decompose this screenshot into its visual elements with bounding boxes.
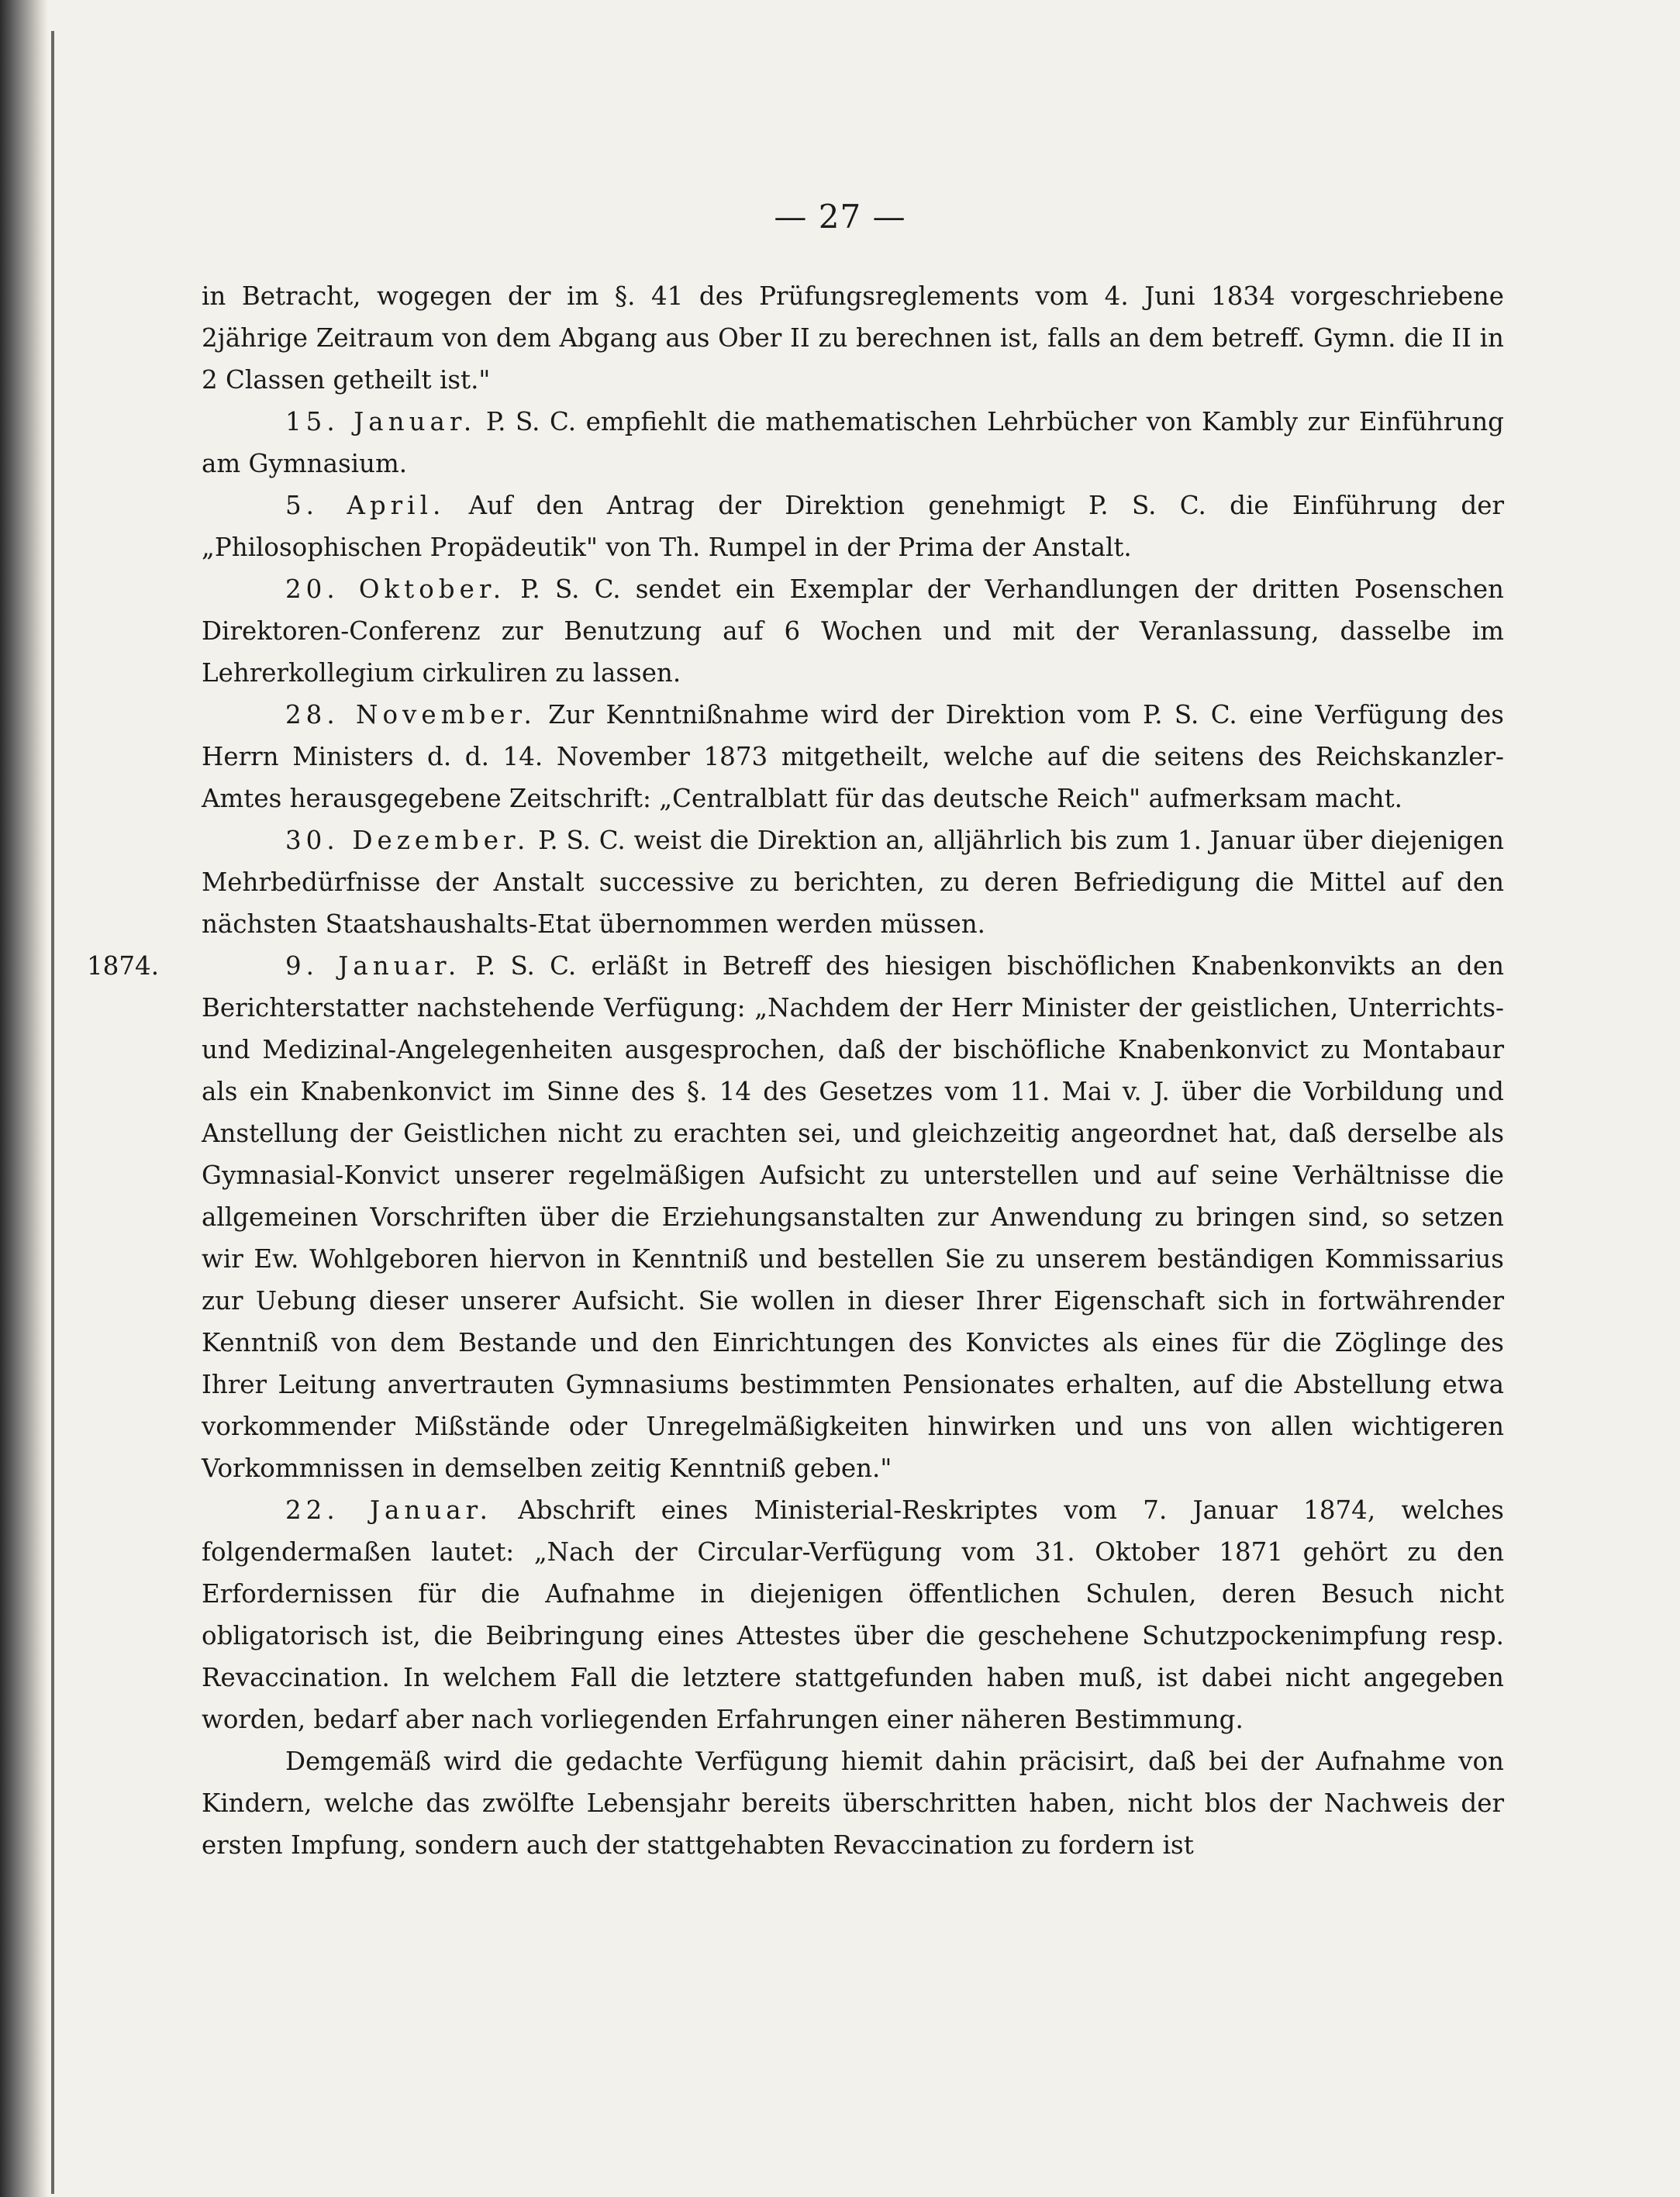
paragraph-demgemaess (202, 1740, 1504, 1866)
paragraph-continuation (202, 275, 1504, 401)
entry-date: 22. Januar. (285, 1495, 492, 1525)
entry-date: 9. Januar. (285, 951, 461, 981)
entry-text: P. S. C. erläßt in Betreff des hiesigen bischöflichen Knabenkonvikts an den Berichterstatter nachstehende Verfügung: „Nachdem der Herr Minister der geistlichen, Unterrichts- und Medizinal-Angelegenheiten ausgesprochen, daß der bischöfliche Knabenkonvict zu Montabaur als ein Knabenkonvict im Sinne des §. 14 des Gesetzes vom 11. Mai v. J. über die Vorbildung und Anstellung der Geistlichen nicht zu erachten sei, und gleichzeitig angeordnet hat, daß derselbe als Gymnasial-Konvict unserer regelmäßigen Aufsicht zu unterstellen und auf seine Verhältnisse die allgemeinen Vorschriften über die Erziehungsanstalten zur Anwendung zu bringen sind, so setzen wir Ew. Wohlgeboren hiervon in Kenntniß und bestellen Sie zu unserem beständigen Kommissarius zur Uebung dieser unserer Aufsicht. Sie wollen in dieser Ihrer Eigenschaft sich in fortwährender Kenntniß von dem Bestande und den Einrichtungen des Konvictes als eines für die Zöglinge des Ihrer Leitung anvertrauten Gymnasiums bestimmten Pensionates erhalten, auf die Abstellung etwa vorkommender Mißstände oder Unregelmäßigkeiten hinwirken und uns von allen wichtigeren Vorkommnissen in demselben zeitig Kenntniß geben." (202, 951, 1504, 1483)
page-body (87, 275, 1504, 1866)
entry-date: 15. Januar. (285, 407, 477, 436)
entry-date: 20. Oktober. (285, 574, 506, 604)
entry-text: Abschrift eines Ministerial-Reskriptes vom 7. Januar 1874, welches folgendermaßen lautet: „Nach der Circular-Verfügung vom 31. Oktober 1871 gehört zu den Erfordernissen für die Aufnahme in diejenigen öffentlichen Schulen, deren Besuch nicht obligatorisch ist, die Beibringung eines Attestes über die geschehene Schutzpockenimpfung resp. Revaccination. In welchem Fall die letztere stattgefunden haben muß, ist dabei nicht angegeben worden, bedarf aber nach vorliegenden Erfahrungen einer näheren Bestimmung. (202, 1495, 1504, 1734)
entry-text: Zur Kenntnißnahme wird der Direktion vom P. S. C. eine Verfügung des Herrn Ministers d. d. 14. November 1873 mitgetheilt, welche auf die seitens des Reichskanzler-Amtes herausgegebene Zeitschrift: „Centralblatt für das deutsche Reich" aufmerksam macht. (202, 700, 1504, 813)
entry-1873-01-15 (202, 401, 1504, 485)
entry-1873-11-28 (202, 694, 1504, 819)
entry-text: P. S. C. weist die Direktion an, alljährlich bis zum 1. Januar über diejenigen Mehrbedürfnisse der Anstalt successive zu berichten, zu deren Befriedigung die Mittel auf den nächsten Staatshaushalts-Etat übernommen werden müssen. (202, 826, 1504, 939)
entry-date: 5. April. (285, 491, 446, 520)
year-marker: 1874. (87, 951, 160, 981)
binding-edge (51, 31, 54, 2194)
entry-1874-01-09 (87, 945, 1504, 1489)
entry-text: Auf den Antrag der Direktion genehmigt P. S. C. die Einführung der „Philosophischen Propädeutik" von Th. Rumpel in der Prima der Anstalt. (202, 491, 1504, 562)
entry-1873-04-05 (202, 485, 1504, 568)
entry-1873-10-20 (202, 568, 1504, 694)
entry-1874-01-22 (202, 1489, 1504, 1740)
paragraph-text: Demgemäß wird die gedachte Verfügung hiemit dahin präcisirt, daß bei der Aufnahme von Kindern, welche das zwölfte Lebensjahr bereits überschritten haben, nicht blos der Nachweis der ersten Impfung, sondern auch der stattgehabten Revaccination zu fordern ist (202, 1747, 1504, 1860)
entry-text: P. S. C. sendet ein Exemplar der Verhandlungen der dritten Posenschen Direktoren-Conferenz zur Benutzung auf 6 Wochen und mit der Veranlassung, dasselbe im Lehrerkollegium cirkuliren zu lassen. (202, 574, 1504, 688)
entry-date: 30. Dezember. (285, 826, 530, 855)
paragraph-text: in Betracht, wogegen der im §. 41 des Prüfungsreglements vom 4. Juni 1834 vorgeschriebene 2jährige Zeitraum von dem Abgang aus Ober II zu berechnen ist, falls an dem betreff. Gymn. die II in 2 Classen getheilt ist." (202, 281, 1504, 395)
entry-text: P. S. C. empfiehlt die mathematischen Lehrbücher von Kambly zur Einführung am Gymnasium. (202, 407, 1504, 478)
page-number: — 27 — (774, 198, 906, 236)
entry-1873-12-30 (202, 819, 1504, 945)
binding-shadow (0, 0, 48, 2197)
entry-date: 28. November. (285, 700, 536, 729)
